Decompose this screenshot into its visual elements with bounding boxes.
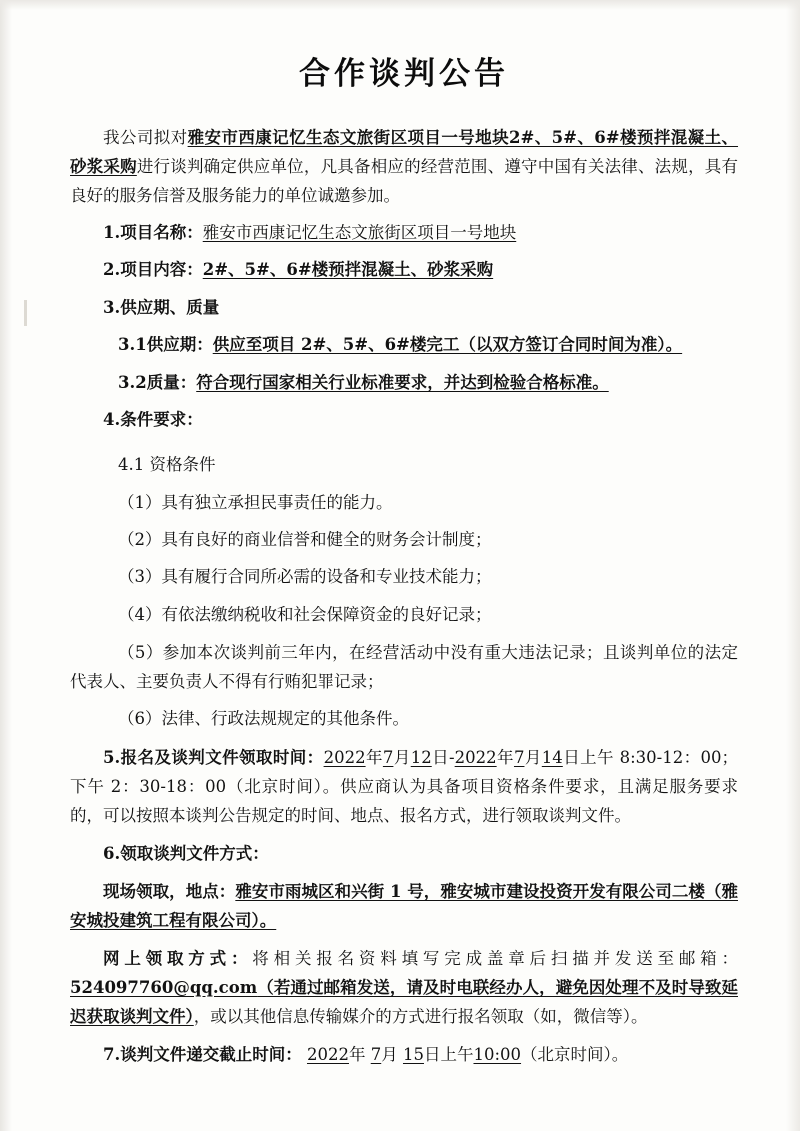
section-6-online: [70, 944, 738, 1031]
condition-heading: [70, 406, 738, 434]
online-tail: ，或以其他信息传输媒介的方式进行报名领取（如，微信等）。: [193, 1006, 648, 1026]
intro-paragraph: [70, 123, 738, 210]
qualification-item: （6）法律、行政法规规定的其他条件。: [118, 709, 409, 729]
section-5-afternoon: 下午 2：30-18：00（北京时间）。: [70, 776, 341, 796]
onsite-address: 雅安市雨城区和兴街 1 号，雅安城市建设投资开发有限公司二楼（雅安城投建筑工程有限公司）。: [70, 881, 738, 930]
sub-item-value: 符合现行国家相关行业标准要求，并达到检验合格标准。: [196, 372, 609, 392]
sub-list-item: [70, 369, 738, 397]
list-item: [70, 256, 738, 284]
section-7-time: 10:00: [473, 1044, 522, 1064]
section-6-label: 领取谈判文件方式：: [120, 843, 269, 863]
sub-item-label: 供应期：: [146, 335, 213, 355]
item-value: 雅安市西康记忆生态文旅街区项目一号地块: [202, 223, 517, 243]
list-item: [70, 219, 738, 247]
list-item: [70, 294, 738, 322]
condition-label: 条件要求：: [120, 409, 203, 429]
section-5-label: 报名及谈判文件领取时间：: [120, 747, 324, 767]
qualification-heading: [70, 451, 738, 479]
sub-item-number: 3.2: [118, 372, 147, 392]
section-5-start-day: 12: [410, 747, 432, 767]
section-5-tail: 供应商认为具备项目资格条件要求，且满足服务要求的，可以按照本谈判公告规定的时间、地点、报名方式，进行领取谈判文件。: [70, 776, 739, 825]
scan-edge-right: [786, 0, 800, 1131]
sub-item-label: 质量：: [146, 372, 197, 392]
qualification-item: （1）具有独立承担民事责任的能力。: [118, 492, 393, 512]
qualification-number: 4.1: [118, 455, 145, 475]
online-text: 将相关报名资料填写完成盖章后扫描并发送至邮箱：: [252, 948, 739, 968]
section-6-onsite: [70, 877, 738, 935]
section-7-month: 7: [370, 1044, 382, 1064]
section-6-heading: [70, 839, 738, 868]
section-7-day: 15: [402, 1044, 424, 1064]
qualification-item: （3）具有履行合同所必需的设备和专业技术能力；: [118, 567, 492, 587]
online-note: （若通过邮箱发送，请及时电联经办人，避免因处理不及时导致延迟获取谈判文件）: [70, 977, 738, 1026]
qualification-item: （5）参加本次谈判前三年内，在经营活动中没有重大违法记录；且谈判单位的法定代表人、主要负责人不得有行贿犯罪记录；: [70, 643, 738, 692]
section-5-number: 5.: [103, 747, 121, 767]
section-7-paragraph: 7.谈判文件递交截止时间： 2022年 7月 15日上午10:00（北京时间）。: [103, 1044, 629, 1064]
scan-artifact-mark: [24, 300, 27, 326]
sub-list-item: [70, 331, 738, 359]
item-number: 1.: [103, 223, 121, 243]
item-label: 供应期、质量: [120, 297, 220, 317]
section-5-paragraph: 5.报名及谈判文件领取时间：2022年7月12日-2022年7月14日上午 8:30-12：00；下午 2：30-18：00（北京时间）。供应商认为具备项目资格条件要求，且满足服务要求的，可以按照本谈判公告规定的时间、地点、报名方式，进行领取谈判文件。: [70, 747, 739, 825]
page-title: 合作谈判公告: [299, 56, 509, 92]
section-5-end-year: 2022: [454, 747, 497, 767]
online-email: 524097760@qq.com: [70, 977, 258, 997]
section-5-end-day: 14: [541, 747, 563, 767]
section-5-morning: 日上午 8:30-12：00；: [562, 747, 739, 767]
item-label: 项目内容：: [120, 260, 203, 280]
scan-edge-top: [0, 0, 800, 10]
section-5-start-year: 2022: [323, 747, 366, 767]
scan-edge-left: [0, 0, 12, 1131]
item-number: 2.: [103, 260, 121, 280]
section-7-year: 2022: [306, 1044, 349, 1064]
condition-number: 4.: [103, 409, 121, 429]
qualification-item: （4）有依法缴纳税收和社会保障资金的良好记录；: [118, 604, 492, 624]
sub-item-number: 3.1: [118, 335, 147, 355]
section-7-label: 谈判文件递交截止时间：: [120, 1044, 302, 1064]
section-7-number: 7.: [103, 1044, 121, 1064]
intro-scope-highlight: 2#、5#、6#楼预拌混凝土、砂浆采购: [70, 128, 739, 177]
qualification-label: 资格条件: [149, 455, 216, 475]
document-body: [70, 48, 738, 1078]
intro-project-highlight: 雅安市西康记忆生态文旅街区项目一号地块: [187, 128, 510, 147]
intro-lead: 我公司拟对: [103, 128, 188, 147]
sub-item-value: 供应至项目 2#、5#、6#楼完工（以双方签订合同时间为准）。: [212, 335, 683, 355]
item-number: 3.: [103, 297, 121, 317]
section-7-time-prefix: 日上午: [423, 1044, 474, 1064]
item-label: 项目名称：: [120, 223, 203, 243]
section-6-number: 6.: [103, 843, 121, 863]
section-7-tail: （北京时间）。: [521, 1044, 629, 1064]
item-value: 2#、5#、6#楼预拌混凝土、砂浆采购: [202, 260, 494, 280]
section-5-start-month: 7: [382, 747, 394, 767]
qualification-item: （2）具有良好的商业信誉和健全的财务会计制度；: [118, 530, 492, 550]
section-5-end-month: 7: [513, 747, 525, 767]
intro-tail: 进行谈判确定供应单位，凡具备相应的经营范围、遵守中国有关法律、法规，具有良好的服务信誉及服务能力的单位诚邀参加。: [70, 157, 739, 206]
onsite-prefix: 现场领取，地点：: [103, 881, 236, 901]
spacer: [70, 443, 738, 451]
online-prefix: 网上领取方式：: [103, 948, 253, 968]
